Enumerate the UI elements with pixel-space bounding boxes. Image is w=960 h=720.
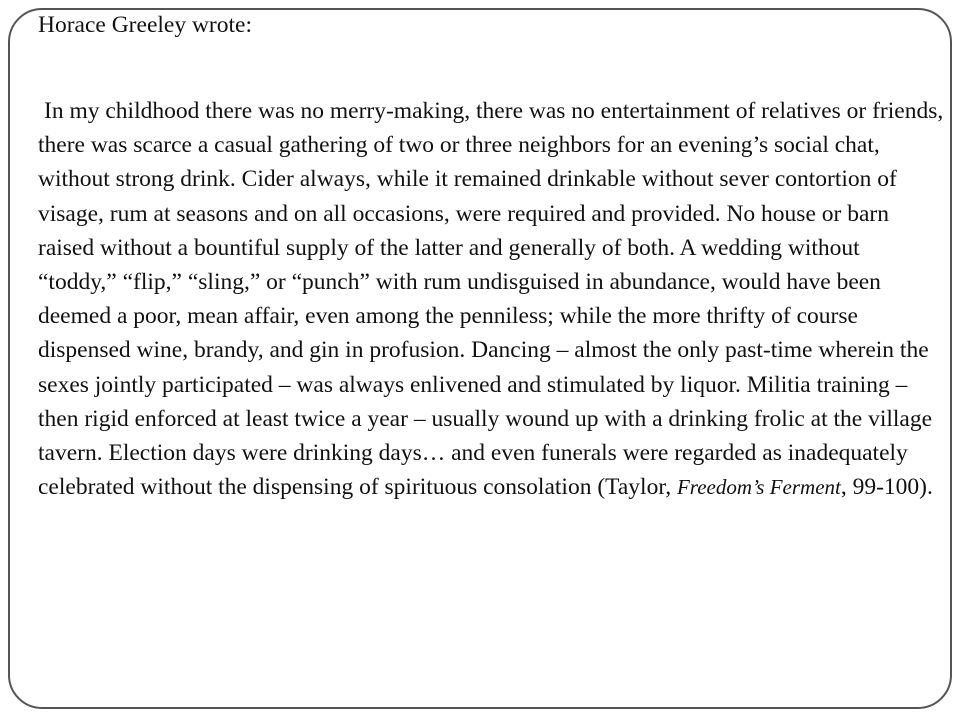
quote-body: In my childhood there was no merry-making, there was no entertainment of relatives or friends, there was scarce a casual gathering of two or three neighbors for an evening’s social chat, without strong drink. Cider always, while it remained drinkable without sever contortion of visage, rum at seasons and on all occasions, were required and provided. No house or barn raised without a bountiful supply of the latter and generally of both. A wedding without “toddy,” “flip,” “sling,” or “punch” with rum undisguised in abundance, would have been deemed a poor, mean affair, even among the penniless; while the more thrifty of course dispensed wine, brandy, and gin in profusion. Dancing – almost the only past-time wherein the sexes jointly participated – was always enlivened and stimulated by liquor. Militia training – then rigid enforced at least twice a year – usually wound up with a drinking frolic at the village tavern. Election days were drinking days… and even funerals were regarded as inadequately celebrated without the dispensing of spirituous consolation (Taylor,: [38, 98, 944, 501]
slide-heading: Horace Greeley wrote:: [38, 12, 252, 38]
quote-paragraph: [38, 94, 944, 504]
source-title: Freedom’s Ferment: [676, 475, 841, 500]
slide-content: [38, 8, 944, 504]
quote-citation-end: , 99-100).: [840, 474, 933, 501]
